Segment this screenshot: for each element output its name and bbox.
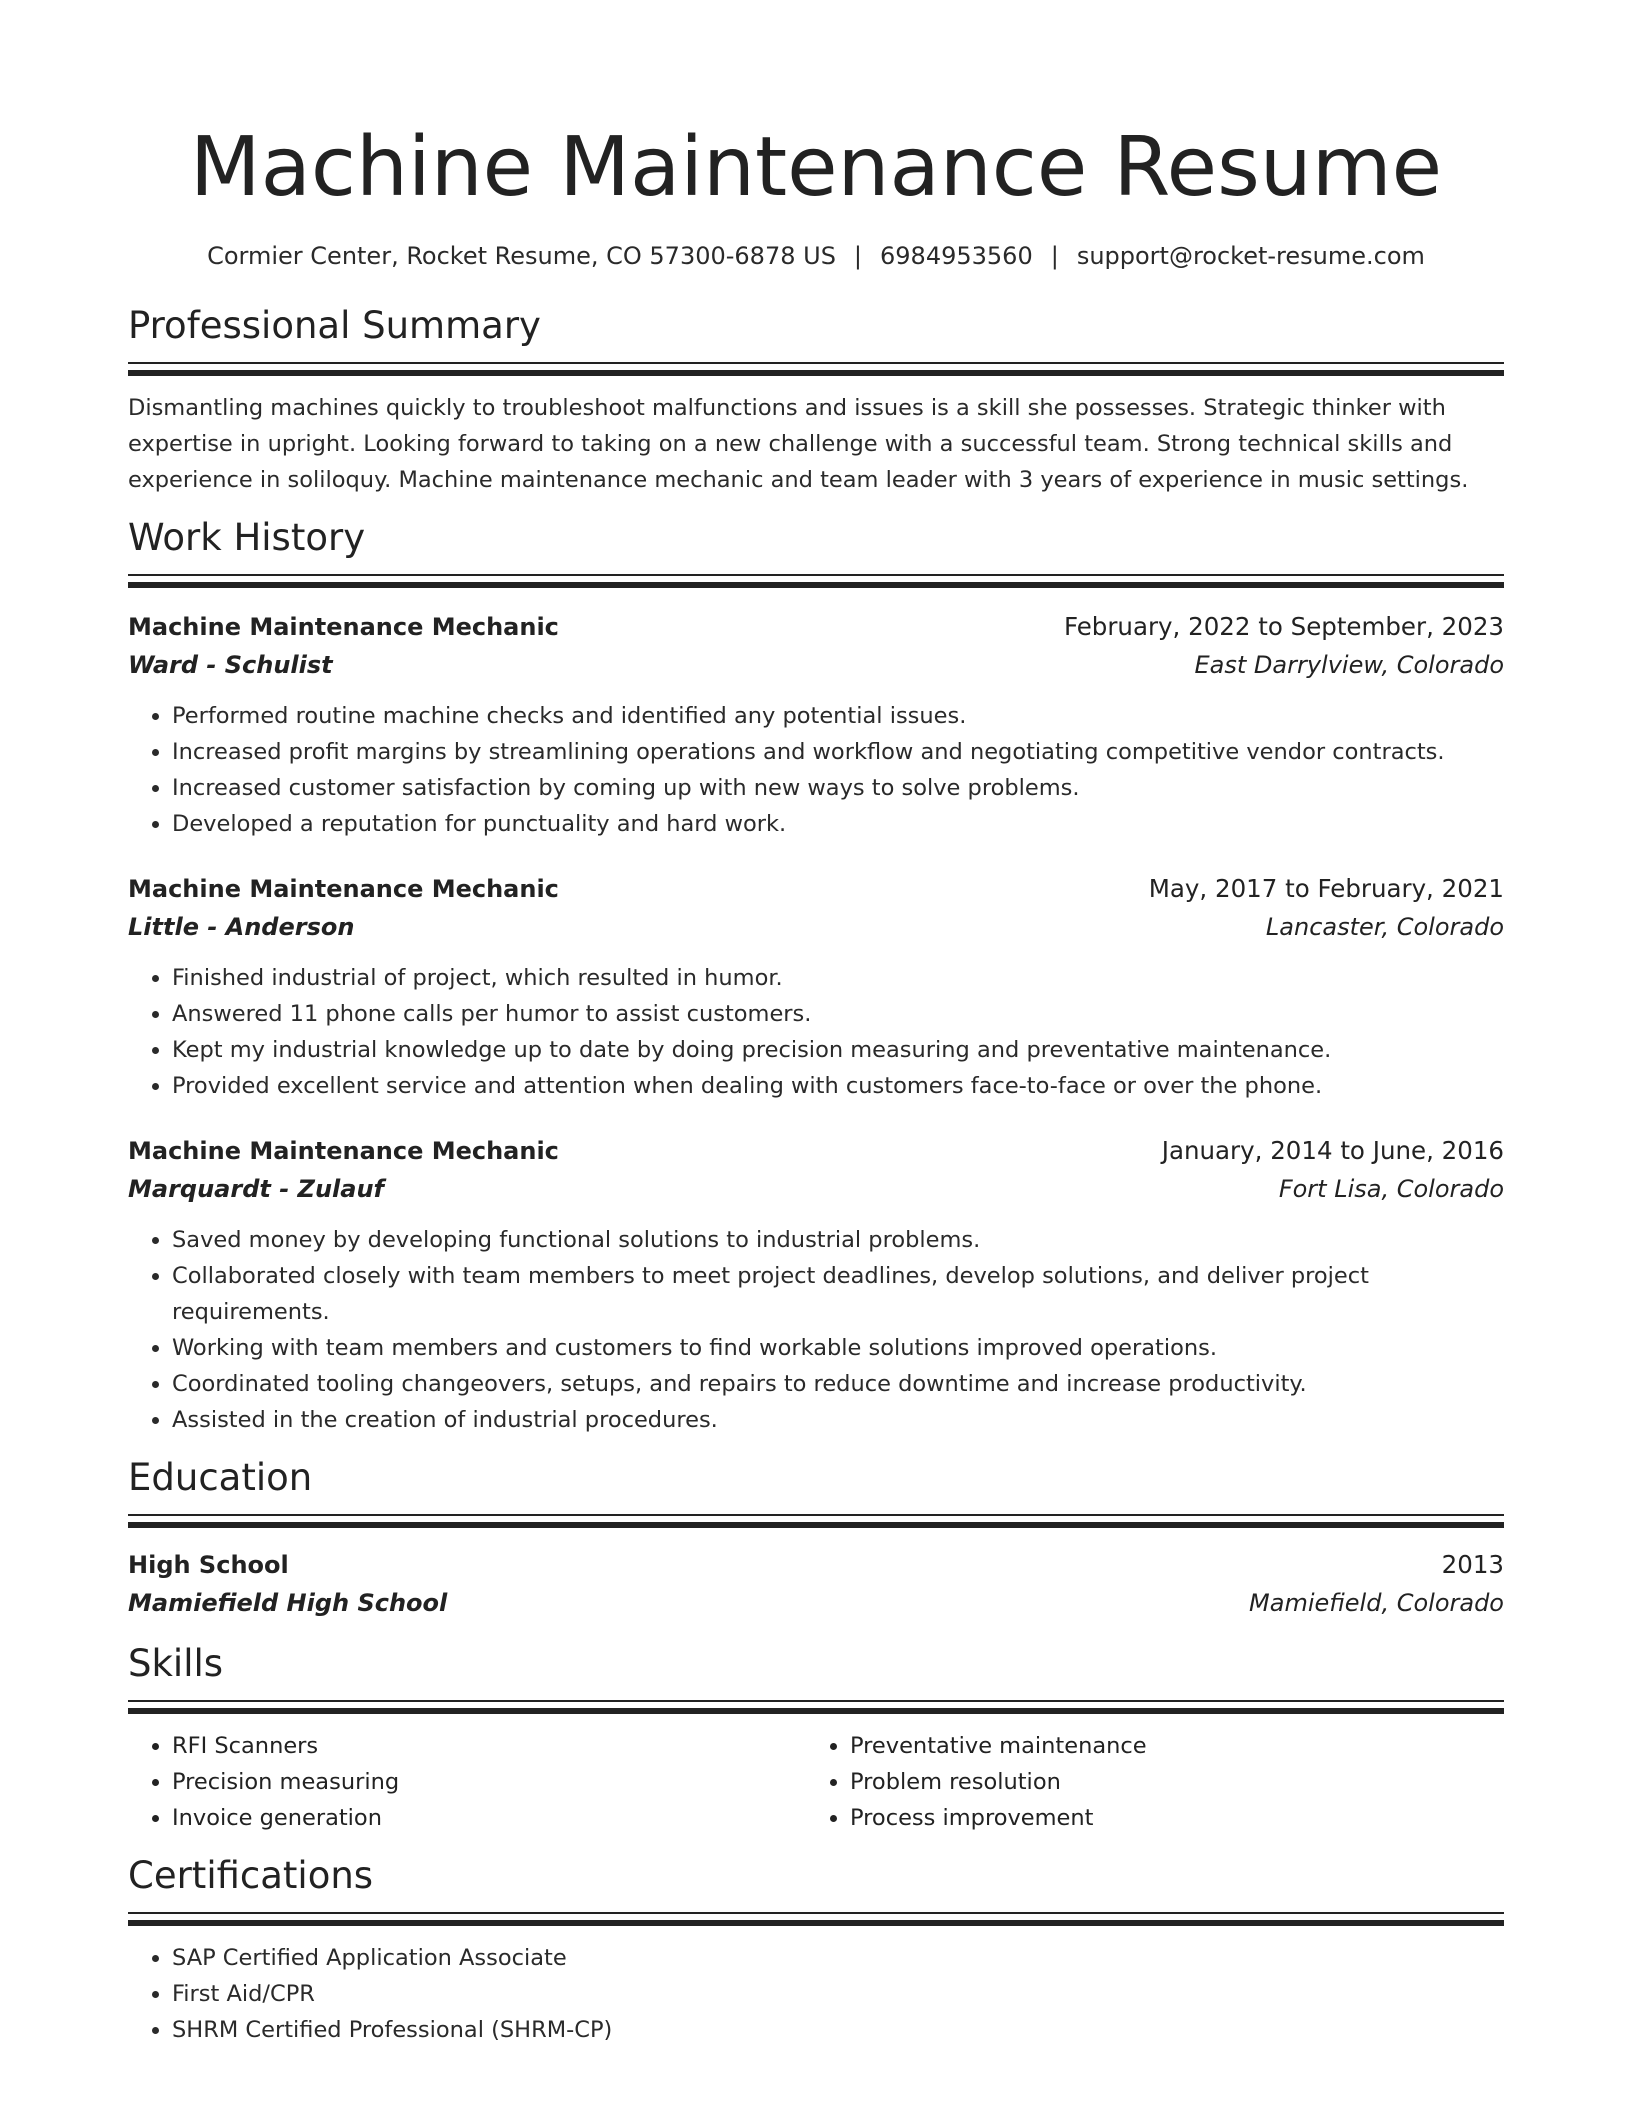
skills-column-left: [128, 1728, 806, 1836]
list-item: • SAP Certified Application Associate: [172, 1940, 1504, 1976]
skills-section: [128, 1640, 1504, 1836]
education-year: 2013: [1441, 1550, 1504, 1579]
job-company: Little - Anderson: [128, 913, 355, 941]
list-item: • Performed routine machine checks and identified any potential issues.: [172, 698, 1504, 734]
job-title: Machine Maintenance Mechanic: [128, 875, 559, 903]
education-school: Mamiefield High School: [128, 1589, 448, 1617]
summary-section: [128, 302, 1504, 498]
certifications-section: [128, 1852, 1504, 2048]
list-item: • Preventative maintenance: [850, 1728, 1484, 1764]
job-dates: May, 2017 to February, 2021: [1148, 874, 1504, 903]
list-item: • Saved money by developing functional solutions to industrial problems.: [172, 1222, 1504, 1258]
list-item: • Process improvement: [850, 1800, 1484, 1836]
list-item: • Assisted in the creation of industrial procedures.: [172, 1402, 1504, 1438]
resume-page: [128, 0, 1504, 2048]
section-title-summary: Professional Summary: [128, 304, 541, 347]
job-title: Machine Maintenance Mechanic: [128, 1137, 559, 1165]
skills-column-right: [806, 1728, 1484, 1836]
section-title-certifications: Certifications: [128, 1854, 374, 1897]
job-company: Marquardt - Zulauf: [128, 1175, 384, 1203]
contact-address: Cormier Center, Rocket Resume, CO 57300-6878 US: [207, 242, 836, 270]
list-item: • Problem resolution: [850, 1764, 1484, 1800]
summary-text: Dismantling machines quickly to troubleshoot malfunctions and issues is a skill she possesses. Strategic thinker with expertise in upright. Looking forward to taking on a new challenge with a successful team. Strong technical skills and experience in soliloquy. Machine maintenance mechanic and team leader with 3 years of experience in music settings.: [128, 395, 1469, 493]
certifications-list: [128, 1940, 1504, 2048]
contact-email: support@rocket-resume.com: [1076, 242, 1425, 270]
list-item: • Kept my industrial knowledge up to date by doing precision measuring and preventative maintenance.: [172, 1032, 1504, 1068]
list-item: • Coordinated tooling changeovers, setups, and repairs to reduce downtime and increase productivity.: [172, 1366, 1504, 1402]
section-divider: [128, 1700, 1504, 1714]
contact-line: [128, 240, 1504, 272]
education-degree: High School: [128, 1551, 289, 1579]
job-dates: January, 2014 to June, 2016: [1161, 1136, 1504, 1165]
job-entry: [128, 608, 1504, 842]
job-dates: February, 2022 to September, 2023: [1063, 612, 1504, 641]
contact-separator: |: [1050, 242, 1059, 270]
list-item: • Answered 11 phone calls per humor to assist customers.: [172, 996, 1504, 1032]
work-history-section: [128, 514, 1504, 1438]
resume-name: Machine Maintenance Resume: [189, 120, 1443, 215]
section-divider: [128, 362, 1504, 376]
list-item: • SHRM Certified Professional (SHRM-CP): [172, 2012, 1504, 2048]
list-item: • First Aid/CPR: [172, 1976, 1504, 2012]
education-entry: [128, 1546, 1504, 1622]
list-item: • Developed a reputation for punctuality and hard work.: [172, 806, 1504, 842]
section-title-skills: Skills: [128, 1642, 224, 1685]
skills-grid: [128, 1728, 1504, 1836]
section-divider: [128, 1912, 1504, 1926]
list-item: • Invoice generation: [172, 1800, 806, 1836]
section-divider: [128, 574, 1504, 588]
job-company: Ward - Schulist: [128, 651, 333, 679]
list-item: • Working with team members and customers to find workable solutions improved operations.: [172, 1330, 1504, 1366]
list-item: • Increased profit margins by streamlining operations and workflow and negotiating competitive vendor contracts.: [172, 734, 1504, 770]
job-bullets: [128, 698, 1504, 842]
list-item: • RFI Scanners: [172, 1728, 806, 1764]
list-item: • Collaborated closely with team members to meet project deadlines, develop solutions, and deliver project requirements.: [172, 1258, 1504, 1330]
list-item: • Increased customer satisfaction by coming up with new ways to solve problems.: [172, 770, 1504, 806]
section-title-education: Education: [128, 1456, 313, 1499]
section-title-work-history: Work History: [128, 516, 366, 559]
contact-separator: |: [853, 242, 863, 270]
list-item: • Finished industrial of project, which resulted in humor.: [172, 960, 1504, 996]
job-entry: [128, 1132, 1504, 1438]
job-location: Lancaster, Colorado: [1265, 913, 1504, 941]
education-location: Mamiefield, Colorado: [1249, 1589, 1504, 1617]
job-bullets: [128, 1222, 1504, 1438]
job-location: East Darrylview, Colorado: [1194, 651, 1504, 679]
section-divider: [128, 1514, 1504, 1528]
education-section: [128, 1454, 1504, 1622]
job-location: Fort Lisa, Colorado: [1278, 1175, 1504, 1203]
list-item: • Precision measuring: [172, 1764, 806, 1800]
contact-phone: 6984953560: [880, 242, 1033, 270]
list-item: • Provided excellent service and attention when dealing with customers face-to-face or over the phone.: [172, 1068, 1504, 1104]
job-bullets: [128, 960, 1504, 1104]
job-title: Machine Maintenance Mechanic: [128, 613, 559, 641]
job-entry: [128, 870, 1504, 1104]
